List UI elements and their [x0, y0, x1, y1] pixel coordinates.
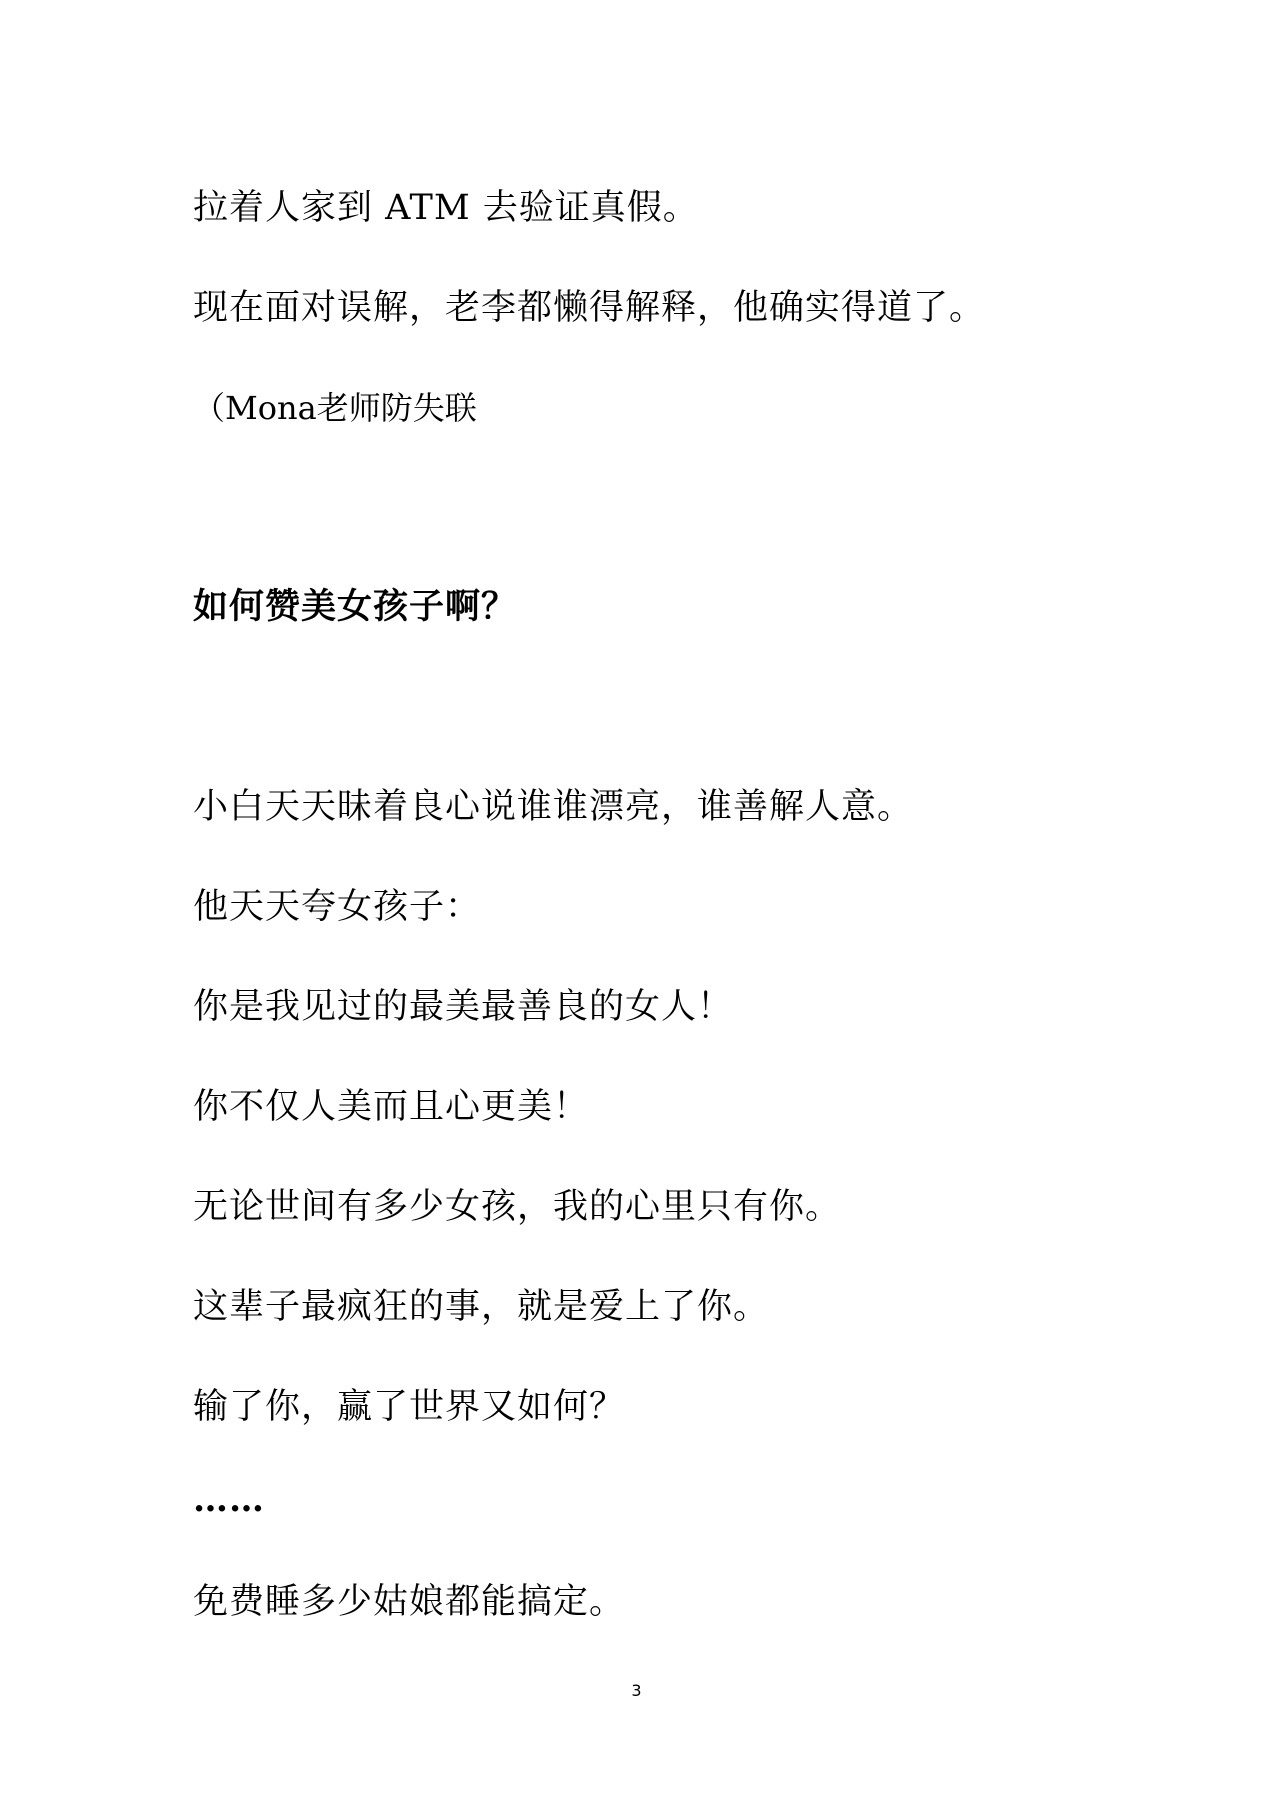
paragraph-line: 小白天天昧着良心说谁谁漂亮，谁善解人意。 [193, 787, 914, 827]
paragraph-line: 无论世间有多少女孩，我的心里只有你。 [193, 1187, 842, 1227]
paragraph-line: 免费睡多少姑娘都能搞定。 [193, 1582, 626, 1622]
paragraph-line: 你是我见过的最美最善良的女人！ [193, 987, 734, 1027]
paragraph-line: 这辈子最疯狂的事，就是爱上了你。 [193, 1287, 770, 1327]
section-heading: 如何赞美女孩子啊？ [193, 586, 518, 627]
paragraph-line: 现在面对误解，老李都懒得解释，他确实得道了。 [193, 288, 986, 328]
paragraph-line: 他天天夸女孩子： [193, 887, 482, 927]
contact-note: （Mona老师防失联 [193, 389, 477, 427]
paragraph-line: 你不仅人美而且心更美！ [193, 1087, 590, 1127]
paragraph-line: 拉着人家到 ATM 去验证真假。 [193, 188, 699, 228]
page-number: 3 [631, 1681, 642, 1700]
ellipsis-line: …… [193, 1479, 265, 1520]
paragraph-line: 输了你，赢了世界又如何？ [193, 1387, 626, 1427]
